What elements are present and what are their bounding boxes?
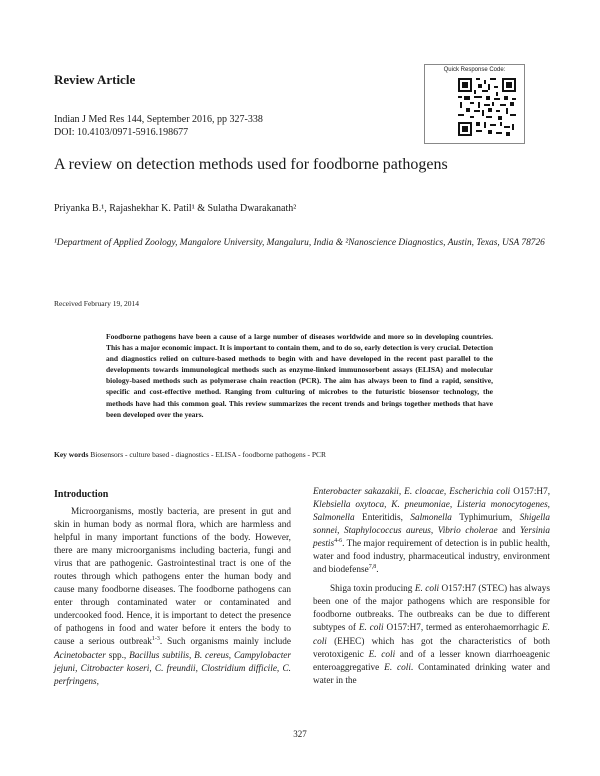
abstract: Foodborne pathogens have been a cause of a large number of diseases worldwide and more so in developing countries. This has a major economic impact. It is important to contain them, and to do so, early detection is very crucial. Detection and diagnostics relied on culture-based methods to begin with and have developed in the recent past parallel to the developments towards immunological methods such as enzyme-linked immunosorbent assays (ELISA) and molecular biology-based methods such as polymerase chain reaction (PCR). The aim has always been to find a rapid, sensitive, specific and cost-effective method. Ranging from culturing of microbes to the futuristic biosensor technology, the methods have had this common goal. This review summarizes the recent trends and brings together methods that have been developed over the years. (106, 332, 493, 419)
author-list: Priyanka B.¹, Rajashekhar K. Patil¹ & Sulatha Dwarakanath² (54, 203, 297, 214)
keywords-list: Biosensors - culture based - diagnostics - ELISA - foodborne pathogens - PCR (90, 450, 327, 459)
body-column-left: Microorganisms, mostly bacteria, are present in gut and skin in human body as normal flora, which are harmless and helpful in many important functions of the body. However, there are many microorganisms including bacteria, fungi and virus that are pathogenic. Gastrointestinal tract is one of the routes through which pathogens enter the human body and cause many foodborne diseases. The foodborne pathogens can enter through contaminated water or contaminated and undercooked food. Hence, it is important to detect the presence of pathogens in food and water before it enters the body to cause a serious outbreak$^{1-3}$. Such organisms mainly include Acinetobacter spp., Bacillus subtilis, B. cereus, Campylobacter jejuni, Citrobacter koseri, C. freundii, Clostridium difficile, C. perfringens, (54, 507, 291, 687)
article-title: A review on detection methods used for foodborne pathogens (54, 156, 448, 173)
keywords (54, 450, 326, 459)
keywords-label: Key words (54, 450, 89, 459)
article-type: Review Article (54, 72, 136, 87)
paragraph: Enterobacter sakazakii, E. cloacae, Escherichia coli O157:H7, Klebsiella oxytoca, K. pneumoniae, Listeria monocytogenes, Salmonella Enteritidis, Salmonella Typhimurium, Shigella sonnei, Staphylococcus aureus, Vibrio cholerae and Yersinia pestis$^{4-6}$. The major requirement of detection is in public health, water and food industry, pharmaceutical industry, environment and biodefense$^{7,8}$. (313, 487, 551, 576)
page-number: 327 (293, 729, 307, 739)
qr-code-box (424, 64, 525, 144)
journal-citation (54, 113, 263, 139)
paragraph: Shiga toxin producing E. coli O157:H7 (STEC) has always been one of the major pathogens which are responsible for foodborne outbreaks. The outbreaks can be due to different subtypes of E. coli O157:H7, termed as enterohaemorrhagic E. coli (EHEC) which has got the characteristics of both verotoxigenic E. coli and of a lesser known diarrhoeagenic enteroaggregative E. coli. Contaminated drinking water and water in the (313, 584, 550, 686)
affiliations: ¹Department of Applied Zoology, Mangalore University, Mangaluru, India & ²Nanoscience Diagnostics, Austin, Texas, USA 78726 (54, 238, 545, 248)
qr-label: Quick Response Code: (443, 67, 506, 73)
journal-reference: Indian J Med Res 144, September 2016, pp 327-338 (54, 114, 263, 125)
received-date: Received February 19, 2014 (54, 299, 139, 308)
doi: DOI: 10.4103/0971-5916.198677 (54, 127, 189, 138)
qr-code-icon (458, 78, 516, 136)
section-heading-introduction: Introduction (54, 489, 109, 500)
body-column-right (313, 486, 550, 688)
